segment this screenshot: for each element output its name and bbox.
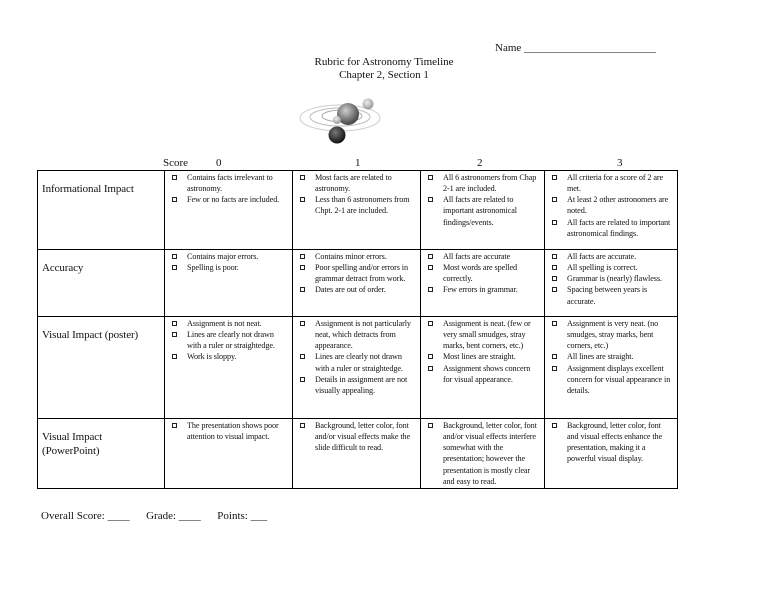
criteria-item: All spelling is correct. [549,262,674,273]
criteria-list [425,251,541,296]
overall-score-label: Overall Score: ____ [41,510,130,522]
criteria-list [425,172,541,228]
rubric-cell-score-0 [165,171,293,250]
rubric-row [38,171,678,250]
criteria-item: Lines are clearly not drawn with a ruler or straightedge. [169,329,289,351]
criteria-list [297,420,417,453]
criteria-label: Accuracy [38,250,165,317]
criteria-item: Few or no facts are included. [169,194,289,205]
criteria-label: Informational Impact [38,171,165,250]
score-0-label: 0 [216,157,222,169]
criteria-item: Assignment shows concern for visual appearance. [425,363,541,385]
criteria-item: Spelling is poor. [169,262,289,273]
criteria-list [297,172,417,217]
criteria-item: Most lines are straight. [425,351,541,362]
criteria-item: Contains facts irrelevant to astronomy. [169,172,289,194]
rubric-cell-score-2 [421,250,545,317]
grade-label: Grade: ____ [146,510,201,522]
criteria-item: Poor spelling and/or errors in grammar detract from work. [297,262,417,284]
criteria-list [297,318,417,396]
criteria-item: All 6 astronomers from Chap 2-1 are included. [425,172,541,194]
criteria-item: Lines are clearly not drawn with a ruler or straightedge. [297,351,417,373]
rubric-cell-score-3 [545,419,678,489]
score-1-label: 1 [355,157,361,169]
rubric-cell-score-0 [165,250,293,317]
solar-system-icon [298,94,382,146]
criteria-item: Less than 6 astronomers from Chpt. 2-1 are included. [297,194,417,216]
criteria-item: Background, letter color, font and visual effects enhance the presentation, making it a powerful visual display. [549,420,674,465]
criteria-list [549,318,674,396]
criteria-item: Dates are out of order. [297,284,417,295]
criteria-item: Background, letter color, font and/or visual effects interfere somewhat with the presentation; however the presentation is mostly clear and easy to read. [425,420,541,487]
page-title: Rubric for Astronomy Timeline [314,56,454,68]
criteria-item: Most facts are related to astronomy. [297,172,417,194]
criteria-item: The presentation shows poor attention to visual impact. [169,420,289,442]
rubric-cell-score-3 [545,250,678,317]
criteria-item: Spacing between years is accurate. [549,284,674,306]
criteria-item: Assignment displays excellent concern for visual appearance in details. [549,363,674,396]
criteria-item: Most words are spelled correctly. [425,262,541,284]
rubric-cell-score-3 [545,171,678,250]
criteria-item: At least 2 other astronomers are noted. [549,194,674,216]
criteria-list [425,318,541,385]
criteria-list [297,251,417,296]
criteria-item: Few errors in grammar. [425,284,541,295]
rubric-cell-score-1 [293,317,421,419]
name-field-label: Name ________________________ [495,42,657,54]
score-3-label: 3 [617,157,623,169]
criteria-list [425,420,541,487]
criteria-item: All facts are related to important astronomical findings/events. [425,194,541,227]
rubric-cell-score-2 [421,171,545,250]
rubric-row [38,419,678,489]
criteria-label: Visual Impact (poster) [38,317,165,419]
criteria-item: All lines are straight. [549,351,674,362]
criteria-list [169,420,289,442]
rubric-cell-score-3 [545,317,678,419]
rubric-cell-score-1 [293,419,421,489]
criteria-item: Contains minor errors. [297,251,417,262]
criteria-item: Assignment is not neat. [169,318,289,329]
criteria-list [169,318,289,363]
criteria-item: Assignment is not particularly neat, which detracts from appearance. [297,318,417,351]
criteria-item: Work is sloppy. [169,351,289,362]
rubric-row [38,250,678,317]
rubric-row [38,317,678,419]
criteria-label: Visual Impact (PowerPoint) [38,419,165,489]
criteria-item: All facts are accurate. [549,251,674,262]
criteria-item: Background, letter color, font and/or visual effects make the slide difficult to read. [297,420,417,453]
rubric-table [37,170,678,489]
criteria-list [169,172,289,205]
criteria-item: Grammar is (nearly) flawless. [549,273,674,284]
criteria-item: All criteria for a score of 2 are met. [549,172,674,194]
criteria-list [549,420,674,465]
criteria-item: Assignment is very neat. (no smudges, stray marks, bent corners, etc.) [549,318,674,351]
rubric-cell-score-0 [165,317,293,419]
criteria-item: Details in assignment are not visually appealing. [297,374,417,396]
criteria-item: Assignment is neat. (few or very small smudges, stray marks, bent corners, etc.) [425,318,541,351]
criteria-list [169,251,289,273]
points-label: Points: ___ [217,510,268,522]
criteria-item: Contains major errors. [169,251,289,262]
criteria-item: All facts are accurate [425,251,541,262]
criteria-list [549,172,674,239]
rubric-cell-score-1 [293,250,421,317]
rubric-cell-score-2 [421,317,545,419]
criteria-list [549,251,674,307]
rubric-cell-score-1 [293,171,421,250]
score-summary [41,510,267,522]
rubric-cell-score-2 [421,419,545,489]
score-2-label: 2 [477,157,483,169]
score-label: Score [163,157,189,169]
rubric-cell-score-0 [165,419,293,489]
page-subtitle: Chapter 2, Section 1 [339,69,429,81]
criteria-item: All facts are related to important astronomical findings. [549,217,674,239]
